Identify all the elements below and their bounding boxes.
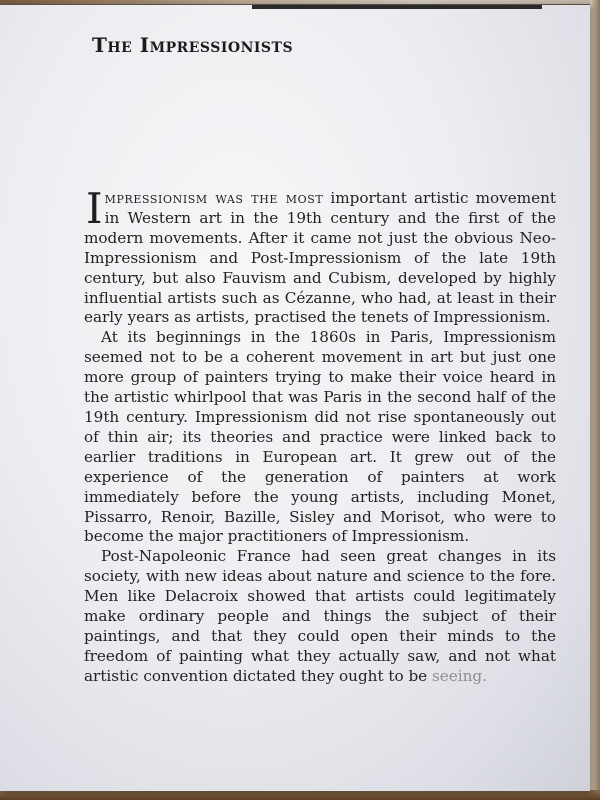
paragraph-3-text: Post-Napoleonic France had seen great changes in its society, with new ideas about nature and science to the fore. Men like Delacroix showed that artists could legitimately make ordinary people and things the subject of their paintings, and that they could open their minds to the freedom of painting what they actually saw, and not what artistic convention dictated they ought to be (84, 547, 556, 685)
paragraph-3-faded-end: seeing. (427, 666, 487, 685)
book-page (0, 4, 590, 791)
paragraph-2: At its beginnings in the 1860s in Paris, Impressionism seemed not to be a coherent movement in art but just one more group of painters trying to make their voice heard in the artistic whirlpool that was Paris in the second half of the 19th century. Impressionism did not rise spontaneously out of thin air; its theories and practice were linked back to earlier traditions in European art. It grew out of the experience of the generation of painters at work immediately before the young artists, including Monet, Pissarro, Renoir, Bazille, Sisley and Morisot, who were to become the major practitioners of Impressionism. (84, 328, 556, 546)
lead-in-smallcaps: mpressionism was the most (104, 189, 324, 207)
drop-cap: I (86, 184, 103, 233)
paragraph-1-text: important artistic movement in Western art in the 19th century and the first of the modern movements. After it came not just the obvious Neo-Impressionism and Post-Impressionism of the late 19th century, but also Fauvism and Cubism, developed by highly influential artists such as Cézanne, who had, at least in their early years as artists, practised the tenets of Impressionism. (84, 189, 556, 327)
article-body (84, 184, 556, 687)
paragraph-3 (84, 547, 556, 686)
chapter-title: The Impressionists (92, 33, 294, 57)
desk-surface (0, 790, 600, 800)
book-side-edge (590, 0, 600, 800)
page-top-edge (252, 5, 542, 9)
paragraph-1 (84, 184, 556, 328)
